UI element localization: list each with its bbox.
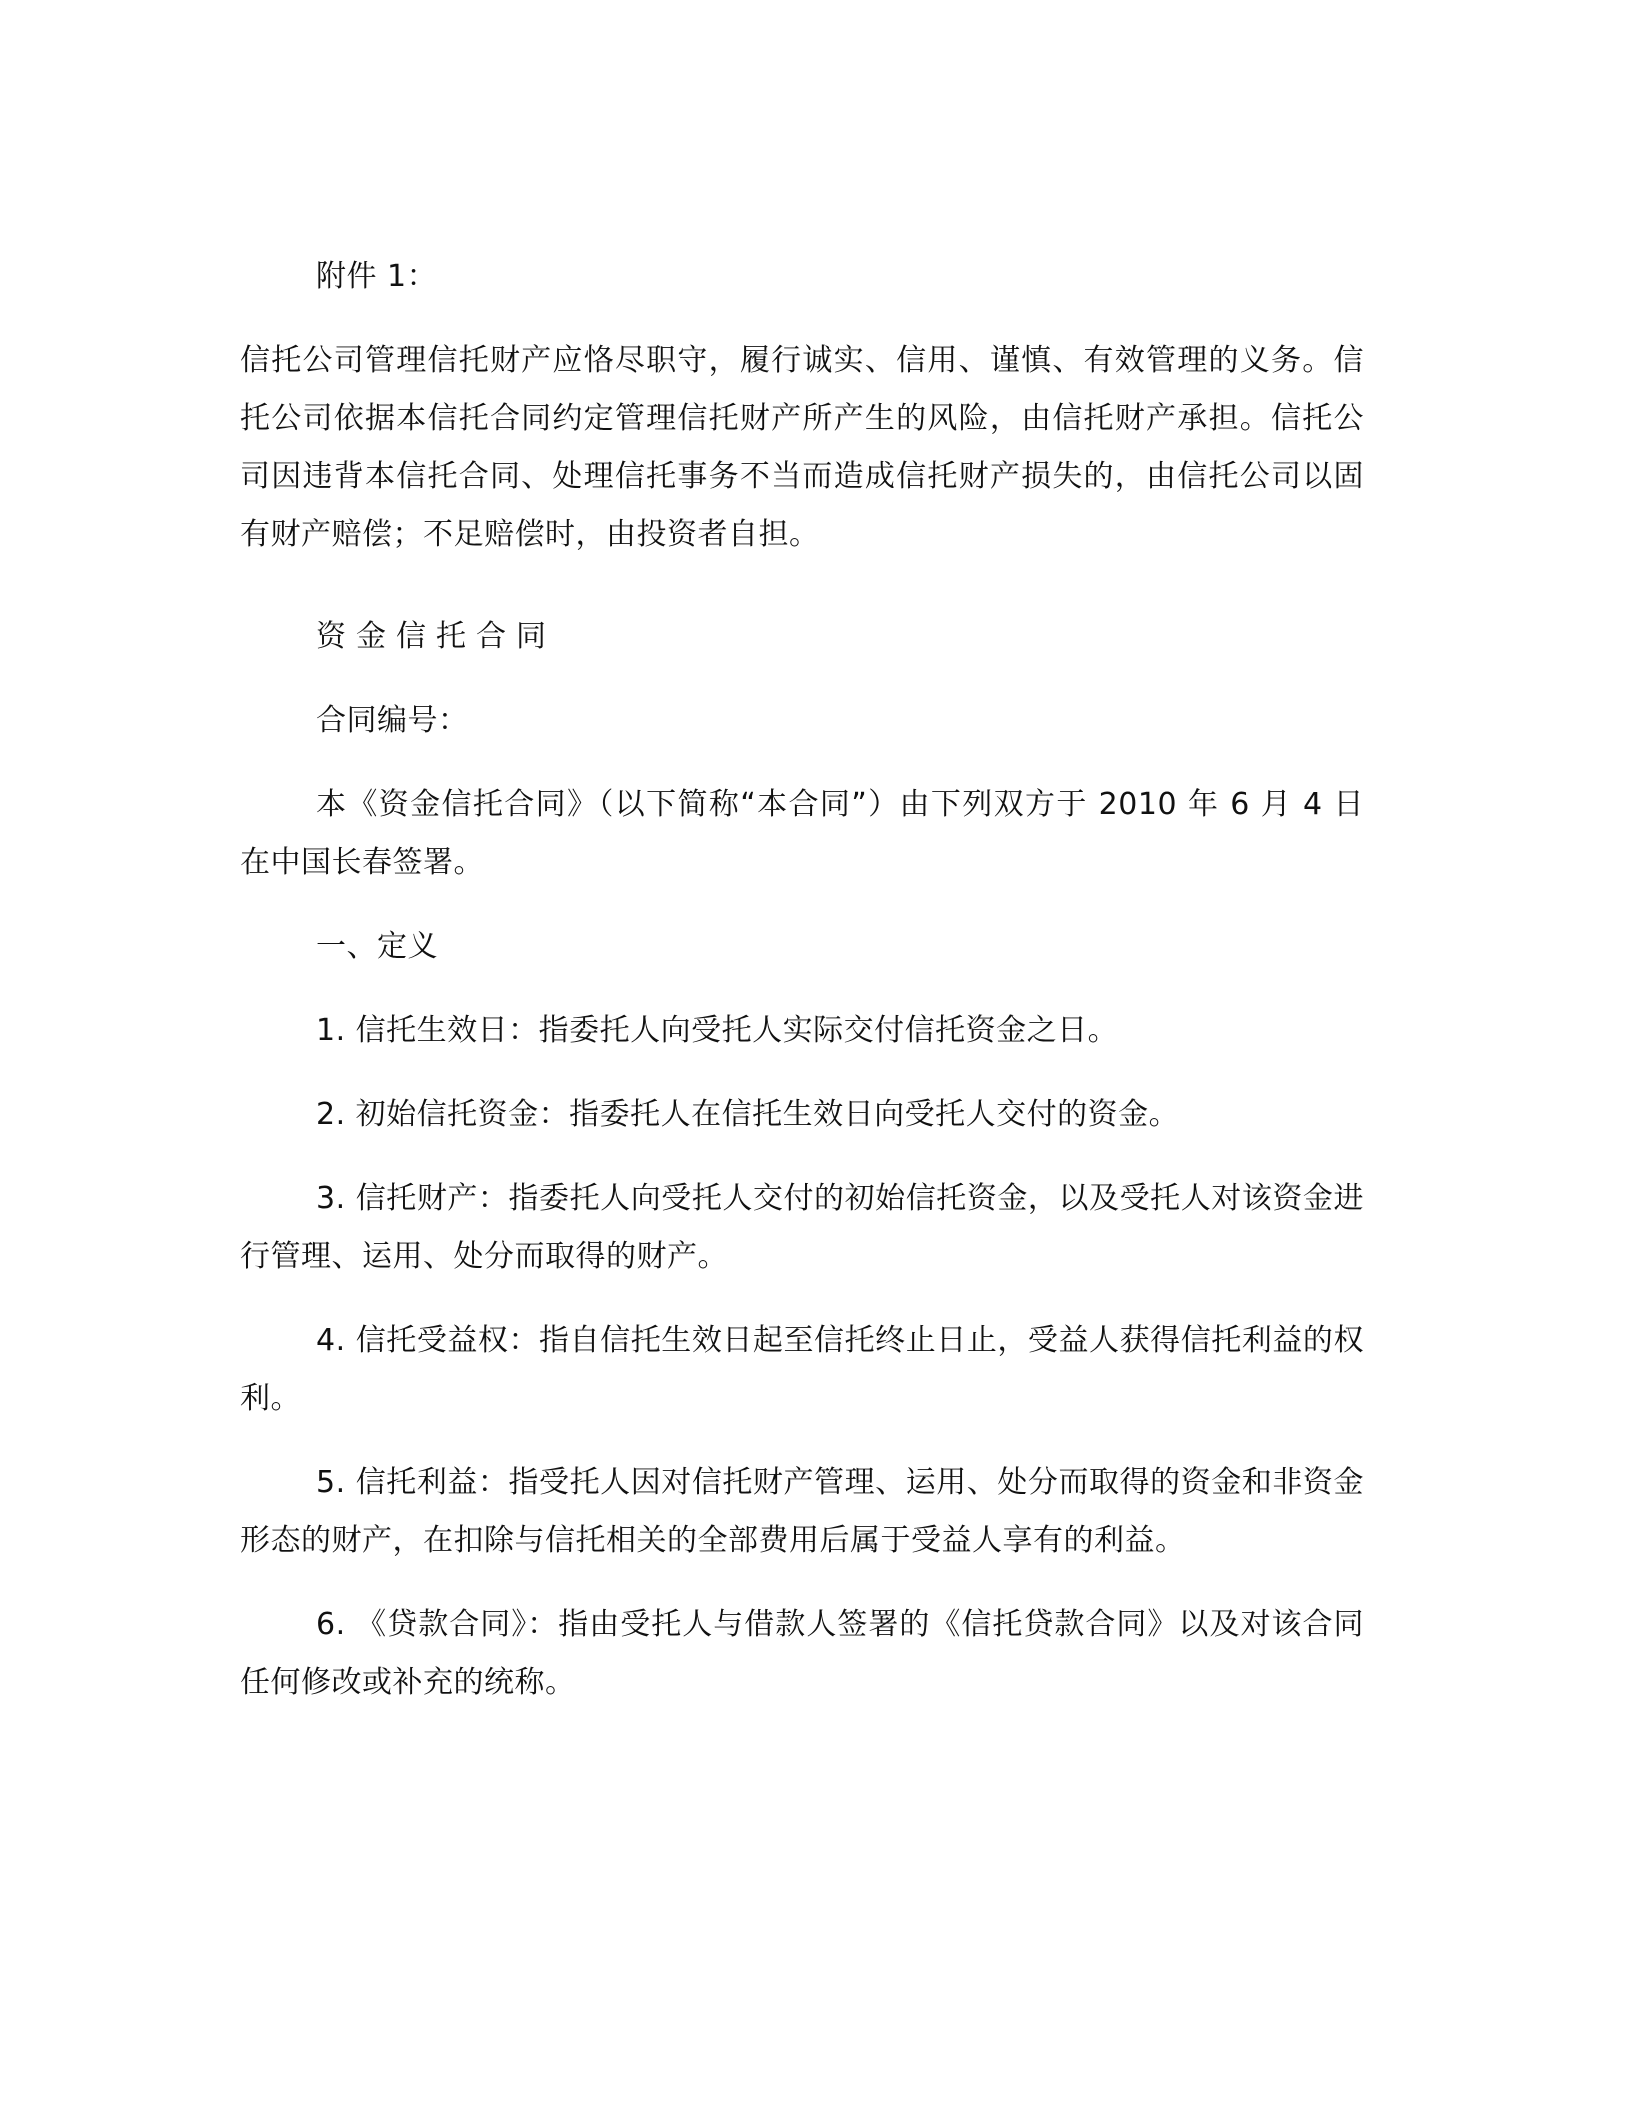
section-heading: 一、定义 xyxy=(316,929,438,964)
definition-item: 3. 信托财产：指委托人向受托人交付的初始信托资金，以及受托人对该资金进行管理、运用、处分而取得的财产。 xyxy=(240,1181,1364,1274)
definition-item: 1. 信托生效日：指委托人向受托人实际交付信托资金之日。 xyxy=(316,1013,1119,1048)
contract-number-label: 合同编号： xyxy=(316,703,469,738)
definition-item: 5. 信托利益：指受托人因对信托财产管理、运用、处分而取得的资金和非资金形态的财产，在扣除与信托相关的全部费用后属于受益人享有的利益。 xyxy=(240,1465,1364,1558)
definition-item: 6. 《贷款合同》：指由受托人与借款人签署的《信托贷款合同》以及对该合同任何修改或补充的统称。 xyxy=(240,1607,1364,1700)
preamble-paragraph: 本《资金信托合同》（以下简称“本合同”）由下列双方于 2010 年 6 月 4 日在中国长春签署。 xyxy=(240,787,1364,880)
definition-item: 2. 初始信托资金：指委托人在信托生效日向受托人交付的资金。 xyxy=(316,1097,1180,1132)
document-body xyxy=(240,248,1364,1712)
intro-paragraph: 信托公司管理信托财产应恪尽职守，履行诚实、信用、谨慎、有效管理的义务。信托公司依据本信托合同约定管理信托财产所产生的风险，由信托财产承担。信托公司因违背本信托合同、处理信托事务不当而造成信托财产损失的，由信托公司以固有财产赔偿；不足赔偿时，由投资者自担。 xyxy=(240,343,1364,552)
contract-title: 资金信托合同 xyxy=(316,619,556,654)
definition-item: 4. 信托受益权：指自信托生效日起至信托终止日止，受益人获得信托利益的权利。 xyxy=(240,1323,1364,1416)
attachment-label: 附件 1： xyxy=(316,259,438,294)
